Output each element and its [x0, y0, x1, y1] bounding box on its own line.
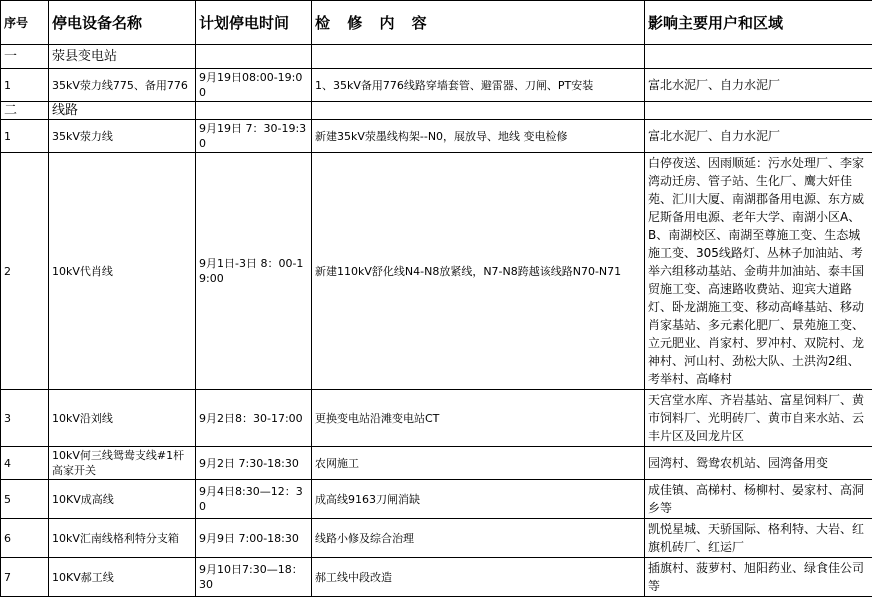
row-equipment: 10kV汇南线格利特分支箱 [49, 519, 196, 558]
table-row [1, 69, 872, 102]
row-time: 9月2日8：30-17:00 [196, 390, 312, 447]
row-time: 9月19日 7：30-19:30 [196, 120, 312, 153]
empty-cell [312, 45, 645, 69]
row-time: 9月1日-3日 8：00-19:00 [196, 153, 312, 390]
row-affected: 插旗村、菠萝村、旭阳药业、绿食佳公司等 [645, 558, 872, 597]
section-no: 二 [1, 102, 49, 120]
row-work: 郝工线中段改造 [312, 558, 645, 597]
header-affected: 影响主要用户和区域 [645, 1, 872, 45]
table-row [1, 120, 872, 153]
header-row [1, 1, 872, 45]
row-no: 4 [1, 447, 49, 480]
row-affected: 白停夜送、因雨顺延：污水处理厂、李家湾动迁房、管子站、生化厂、鹰大奸佳苑、汇川大厦、南湖郡备用电源、东方威尼斯备用电源、老年大学、南湖小区A、B、南湖校区、南湖至尊施工变、生态城施工变、305线路灯、丛林子加油站、考举六组移动基站、金萌井加油站、泰丰国贸施工变、高速路收费站、迎宾大道路灯、卧龙湖施工变、移动高峰基站、移动肖家基站、多元素化肥厂、景苑施工变、立元肥业、肖家村、罗冲村、双院村、龙神村、河山村、劲松大队、土洪沟2组、考举村、高峰村 [645, 153, 872, 390]
section-name: 荥县变电站 [49, 45, 196, 69]
row-equipment: 10KV郝工线 [49, 558, 196, 597]
table-row [1, 447, 872, 480]
table-row [1, 519, 872, 558]
row-work: 农网施工 [312, 447, 645, 480]
section-row [1, 102, 872, 120]
table-row [1, 558, 872, 597]
empty-cell [312, 102, 645, 120]
row-equipment: 10KV成高线 [49, 480, 196, 519]
section-no: 一 [1, 45, 49, 69]
row-work: 1、35kV备用776线路穿墙套管、避雷器、刀闸、PT安装 [312, 69, 645, 102]
row-no: 5 [1, 480, 49, 519]
row-time: 9月2日 7:30-18:30 [196, 447, 312, 480]
row-no: 3 [1, 390, 49, 447]
header-time: 计划停电时间 [196, 1, 312, 45]
row-work: 成高线9163刀闸消缺 [312, 480, 645, 519]
table-row [1, 390, 872, 447]
row-no: 6 [1, 519, 49, 558]
header-no: 序号 [1, 1, 49, 45]
empty-cell [196, 45, 312, 69]
row-work: 新建35kV荥墨线构架--N0，展放导、地线 变电检修 [312, 120, 645, 153]
row-time: 9月10日7:30—18：30 [196, 558, 312, 597]
header-work: 检 修 内 容 [312, 1, 645, 45]
section-row [1, 45, 872, 69]
row-equipment: 10kV代肖线 [49, 153, 196, 390]
table-row [1, 153, 872, 390]
row-work: 新建110kV舒化线N4-N8放紧线，N7-N8跨越该线路N70-N71 [312, 153, 645, 390]
row-work: 更换变电站沿滩变电站CT [312, 390, 645, 447]
empty-cell [645, 45, 872, 69]
empty-cell [196, 102, 312, 120]
row-work: 线路小修及综合治理 [312, 519, 645, 558]
row-no: 7 [1, 558, 49, 597]
header-equipment: 停电设备名称 [49, 1, 196, 45]
row-affected: 富北水泥厂、自力水泥厂 [645, 120, 872, 153]
row-affected: 成佳镇、高梯村、杨柳村、晏家村、高洞乡等 [645, 480, 872, 519]
row-time: 9月19日08:00-19:00 [196, 69, 312, 102]
row-time: 9月4日8:30—12：30 [196, 480, 312, 519]
row-affected: 富北水泥厂、自力水泥厂 [645, 69, 872, 102]
row-affected: 天宫堂水库、齐岩基站、富星饲料厂、黄市饲料厂、光明砖厂、黄市自来水站、云丰片区及回龙片区 [645, 390, 872, 447]
row-no: 1 [1, 120, 49, 153]
row-no: 1 [1, 69, 49, 102]
empty-cell [645, 102, 872, 120]
table-row [1, 480, 872, 519]
row-equipment: 10kV沿刘线 [49, 390, 196, 447]
row-affected: 凯悦星城、天骄国际、格利特、大岩、红旗机砖厂、红运厂 [645, 519, 872, 558]
row-time: 9月9日 7:00-18:30 [196, 519, 312, 558]
row-equipment: 35kV荥力线 [49, 120, 196, 153]
section-name: 线路 [49, 102, 196, 120]
row-equipment: 10kV何三线鸳鸯支线#1杆高家开关 [49, 447, 196, 480]
row-no: 2 [1, 153, 49, 390]
row-affected: 园湾村、鸳鸯农机站、园湾备用变 [645, 447, 872, 480]
row-equipment: 35kV荥力线775、备用776 [49, 69, 196, 102]
